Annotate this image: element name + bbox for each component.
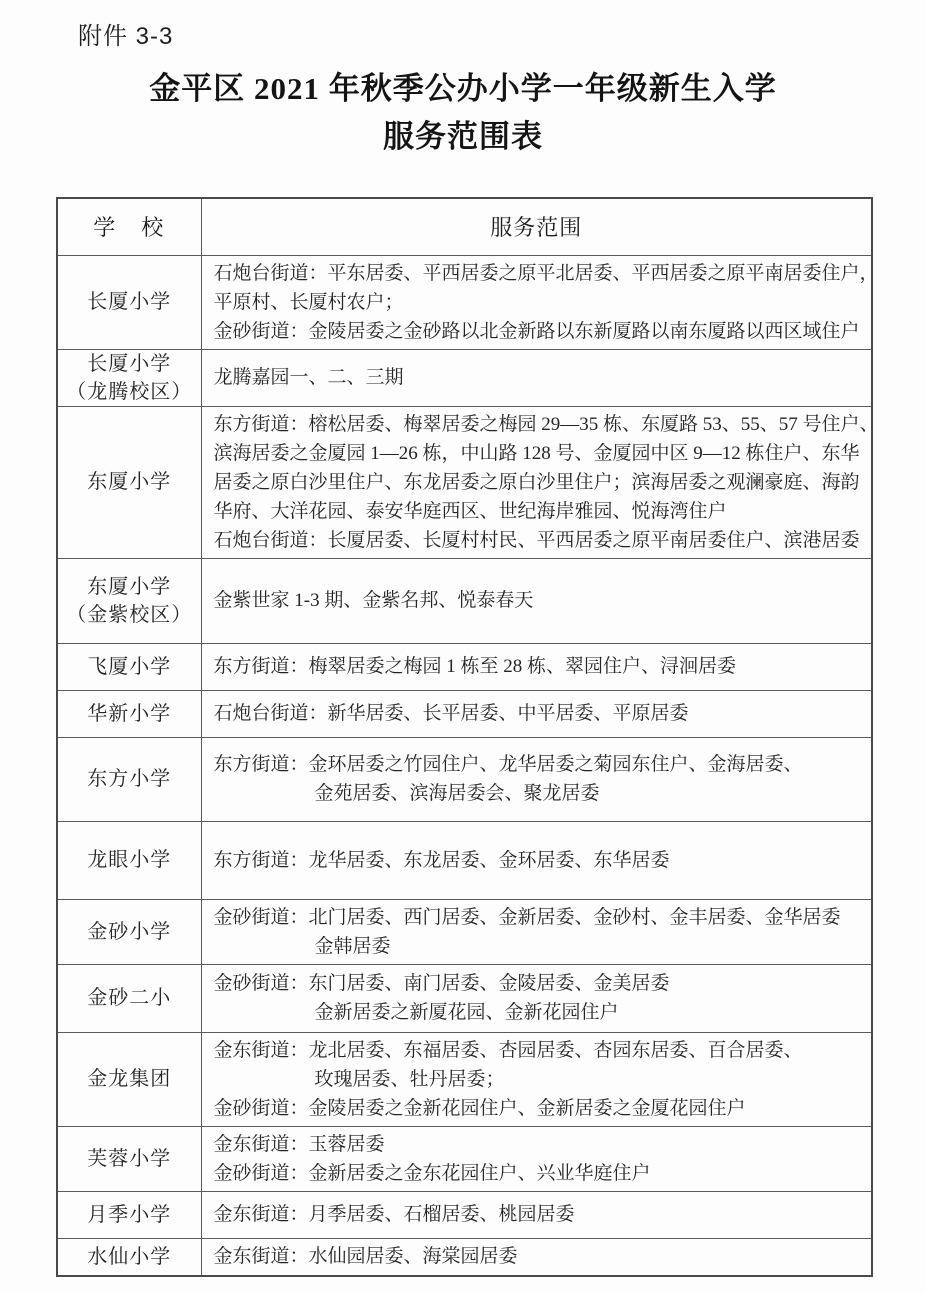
- column-header-service-scope: 服务范围: [201, 198, 872, 255]
- page-title-line-1: 金平区 2021 年秋季公办小学一年级新生入学: [149, 71, 777, 106]
- column-header-school: 学 校: [57, 198, 201, 255]
- service-scope: [201, 1191, 872, 1238]
- service-scope: [201, 643, 872, 690]
- table-row: [57, 1191, 872, 1238]
- school-name: 东厦小学 （金紫校区）: [57, 558, 201, 643]
- scope-line: 东方街道：梅翠居委之梅园 1 栋至 28 栋、翠园住户、浔洄居委: [213, 656, 737, 677]
- scope-line: 金砂街道：北门居委、西门居委、金新居委、金砂村、金丰居委、金华居委: [213, 906, 841, 928]
- table-row: [57, 558, 872, 643]
- table-row: [57, 406, 872, 558]
- table-row: [57, 964, 872, 1032]
- service-scope: [201, 964, 872, 1032]
- table-body: [57, 255, 879, 1276]
- table-row: [57, 1126, 872, 1191]
- scope-line: 金砂街道：金陵居委之金新花园住户、金新居委之金厦花园住户: [213, 1097, 746, 1119]
- scope-line: 金韩居委: [314, 935, 391, 957]
- scope-line: 东方街道：龙华居委、东龙居委、金环居委、东华居委: [213, 849, 670, 871]
- scope-line: 金东街道：月季居委、石榴居委、桃园居委: [213, 1204, 575, 1225]
- service-scope: [201, 406, 879, 558]
- table-row: [57, 1032, 872, 1126]
- scope-line: 居委之原白沙里住户、东龙居委之原白沙里住户；滨海居委之观澜豪庭、海韵: [213, 471, 860, 493]
- service-scope: [201, 821, 872, 899]
- service-scope: [201, 349, 872, 406]
- service-scope: [201, 255, 879, 349]
- table-row: [57, 643, 872, 690]
- table-row: [57, 690, 872, 737]
- service-scope: [201, 1126, 872, 1191]
- table-row: [57, 899, 872, 964]
- service-scope: [201, 1238, 872, 1276]
- school-name: 金砂二小: [57, 964, 201, 1032]
- school-name: 芙蓉小学: [57, 1126, 201, 1191]
- table-row: [57, 255, 872, 349]
- school-name: 飞厦小学: [57, 643, 201, 690]
- scope-line: 金东街道：水仙园居委、海棠园居委: [213, 1246, 518, 1268]
- service-scope: [201, 690, 872, 737]
- scope-line: 石炮台街道：平东居委、平西居委之原平北居委、平西居委之原平南居委住户，: [213, 262, 879, 284]
- scope-line: 金砂街道：东门居委、南门居委、金陵居委、金美居委: [213, 973, 670, 994]
- scope-line: 东方街道：榕松居委、梅翠居委之梅园 29—35 栋、东厦路 53、55、57 号住户、: [213, 413, 879, 435]
- scope-line: 金新居委之新厦花园、金新花园住户: [314, 1002, 619, 1023]
- scope-line: 华府、大洋花园、泰安华庭西区、世纪海岸雅园、悦海湾住户: [213, 500, 727, 522]
- page-title-line-2: 服务范围表: [383, 119, 543, 154]
- scope-line: 石炮台街道：长厦居委、长厦村村民、平西居委之原平南居委住户、滨港居委: [213, 529, 860, 551]
- scope-line: 滨海居委之金厦园 1—26 栋，中山路 128 号、金厦园中区 9—12 栋住户、东华: [213, 442, 860, 464]
- table-header-row: [57, 198, 872, 255]
- school-name: 华新小学: [57, 690, 201, 737]
- table-row: [57, 349, 872, 406]
- scope-line: 平原村、长厦村农户；: [213, 291, 404, 313]
- school-name: 东厦小学: [57, 406, 201, 558]
- service-scope: [201, 558, 872, 643]
- table-row: [57, 1238, 872, 1276]
- scope-line: 龙腾嘉园一、二、三期: [213, 367, 404, 388]
- service-scope: [201, 737, 872, 821]
- scope-line: 石炮台街道：新华居委、长平居委、中平居委、平原居委: [213, 703, 689, 724]
- service-scope: [201, 1032, 872, 1126]
- service-scope: [201, 899, 872, 964]
- service-scope-table: [56, 197, 879, 1277]
- scope-line: 金紫世家 1-3 期、金紫名邦、悦泰春天: [213, 590, 534, 611]
- table-row: [57, 821, 872, 899]
- school-name: 月季小学: [57, 1191, 201, 1238]
- scope-line: 金砂街道：金新居委之金东花园住户、兴业华庭住户: [213, 1162, 651, 1184]
- school-name: 水仙小学: [57, 1238, 201, 1276]
- table-row: [57, 737, 872, 821]
- scope-line: 玫瑰居委、牡丹居委；: [314, 1068, 505, 1090]
- school-name: 龙眼小学: [57, 821, 201, 899]
- school-name: 金砂小学: [57, 899, 201, 964]
- school-name: 金龙集团: [57, 1032, 201, 1126]
- scope-line: 金东街道：龙北居委、东福居委、杏园居委、杏园东居委、百合居委、: [213, 1039, 803, 1061]
- scope-line: 金砂街道：金陵居委之金砂路以北金新路以东新厦路以南东厦路以西区域住户: [213, 320, 860, 342]
- scope-line: 金苑居委、滨海居委会、聚龙居委: [314, 783, 600, 804]
- scope-line: 金东街道：玉蓉居委: [213, 1133, 385, 1155]
- school-name: 东方小学: [57, 737, 201, 821]
- school-name: 长厦小学 （龙腾校区）: [57, 349, 201, 406]
- scope-line: 东方街道：金环居委之竹园住户、龙华居委之菊园东住户、金海居委、: [213, 754, 803, 775]
- page-title: [40, 65, 886, 161]
- attachment-label: 附件 3-3: [78, 23, 174, 50]
- school-name: 长厦小学: [57, 255, 201, 349]
